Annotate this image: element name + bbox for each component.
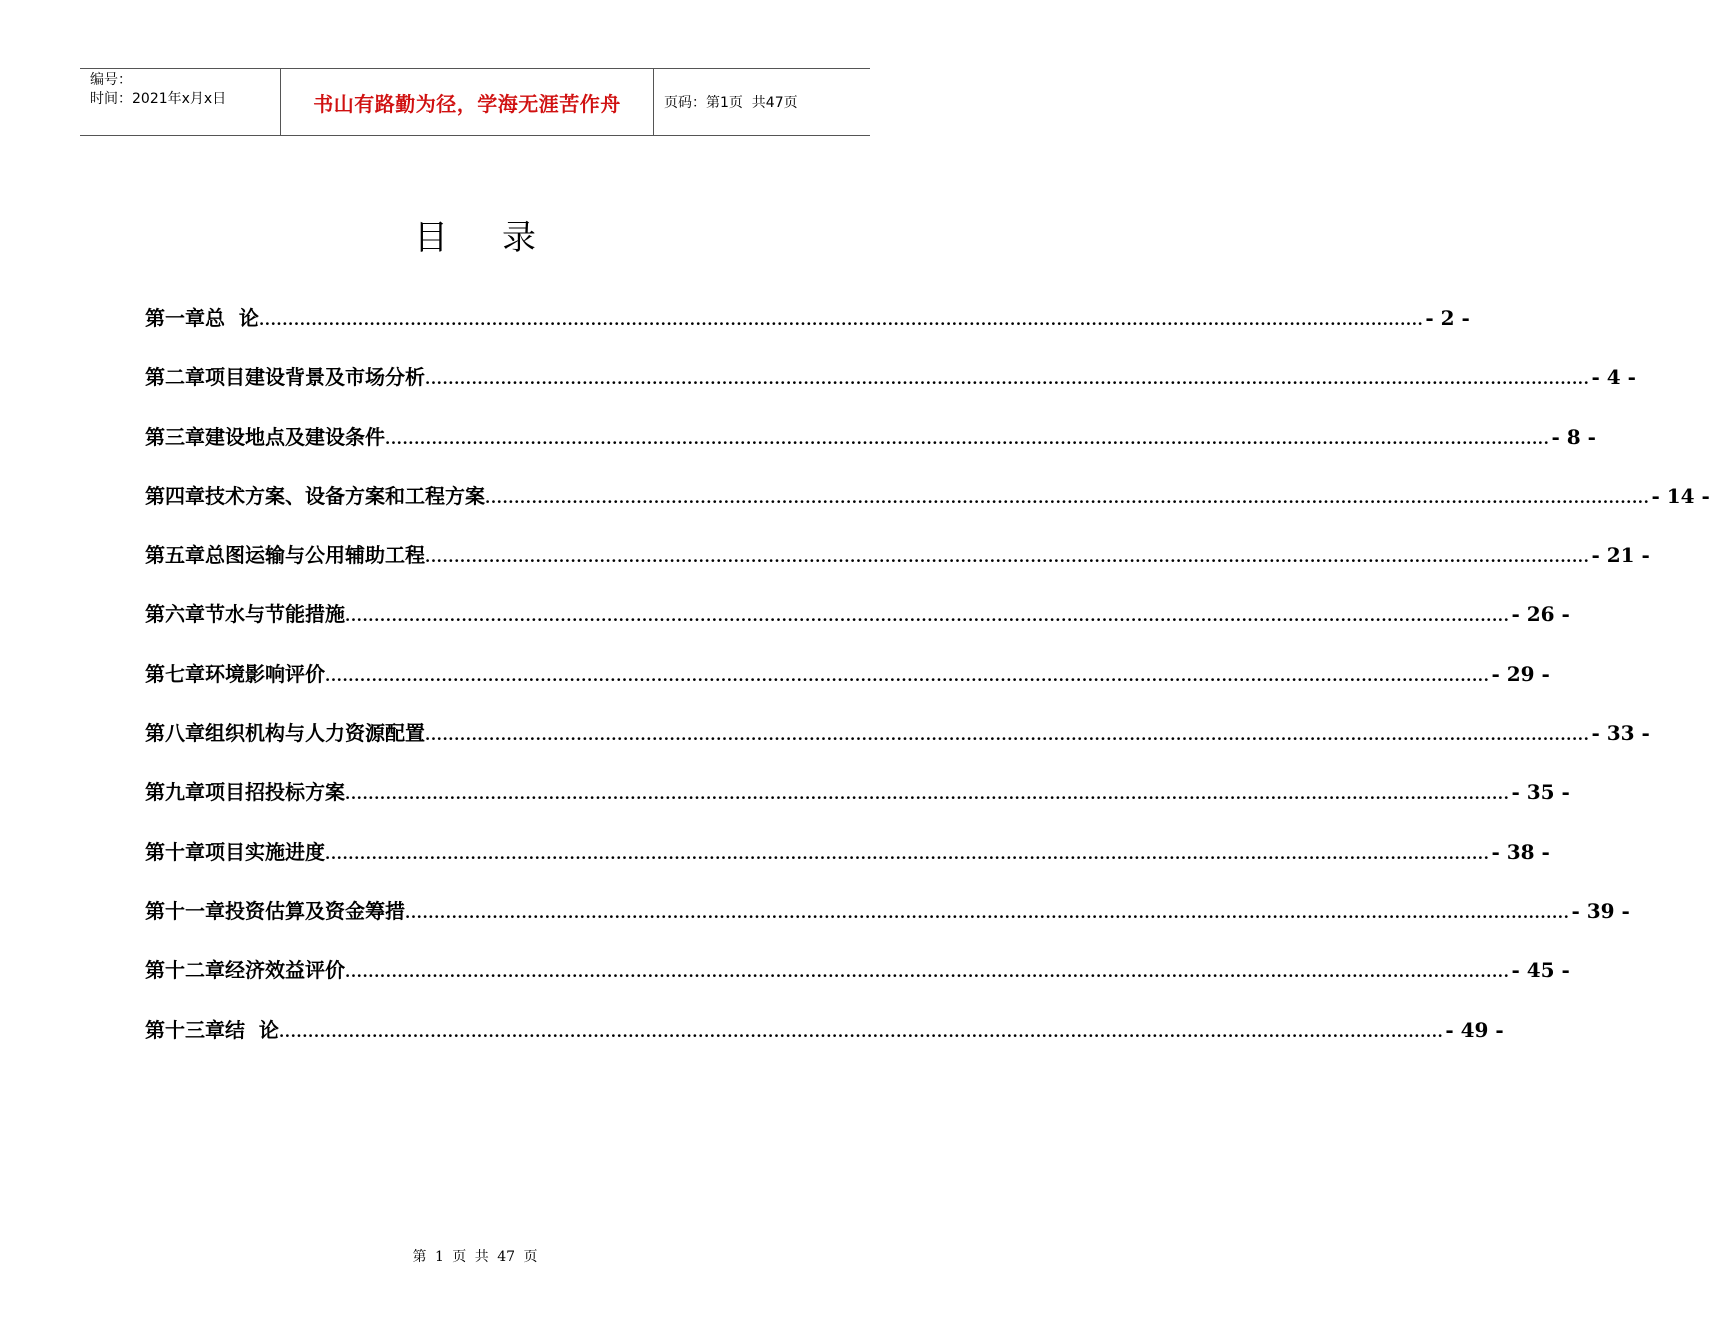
toc-dot-leader: ........................................................................................................................................................................................................ — [345, 785, 1510, 804]
toc-chapter-number: 第三章 — [145, 424, 205, 449]
toc-entry[interactable] — [145, 774, 1570, 833]
toc-dot-leader: ........................................................................................................................................................................................................ — [425, 370, 1590, 389]
toc-page-number: - 21 - — [1591, 543, 1650, 568]
toc-chapter-title: 组织机构与人力资源配置 — [205, 721, 425, 746]
toc-dot-leader: ........................................................................................................................................................................................................ — [425, 726, 1590, 745]
toc-chapter-title: 项目实施进度 — [205, 839, 325, 864]
code-label: 编号： — [90, 72, 132, 88]
toc-chapter-number: 第五章 — [145, 543, 205, 568]
toc-page-number: - 49 - — [1445, 1017, 1504, 1042]
toc-chapter-title: 经济效益评价 — [225, 958, 345, 983]
page-footer: 第 1 页 共 47 页 — [412, 1249, 538, 1265]
header-left-cell — [80, 69, 281, 135]
toc-chapter-title: 环境影响评价 — [205, 661, 325, 686]
toc-chapter-number: 第八章 — [145, 721, 205, 746]
toc-page-number: - 14 - — [1651, 483, 1710, 508]
header-page-info: 页码：第1页 共47页 — [664, 95, 798, 111]
toc-chapter-title: 总图运输与公用辅助工程 — [205, 543, 425, 568]
toc-chapter-number: 第四章 — [145, 483, 205, 508]
toc-page-number: - 4 - — [1591, 365, 1636, 390]
toc-page-number: - 26 - — [1511, 602, 1570, 627]
toc-entry[interactable] — [145, 834, 1550, 893]
toc-page-number: - 29 - — [1491, 661, 1550, 686]
header-page-info-cell — [654, 69, 870, 135]
toc-entry[interactable] — [145, 596, 1570, 655]
toc-page-number: - 38 - — [1491, 839, 1550, 864]
toc-chapter-title: 投资估算及资金筹措 — [225, 898, 405, 923]
toc-chapter-number: 第十一章 — [145, 898, 225, 923]
toc-chapter-title: 技术方案、设备方案和工程方案 — [205, 483, 485, 508]
toc-entry[interactable] — [145, 656, 1550, 715]
toc-dot-leader: ........................................................................................................................................................................................................ — [405, 903, 1570, 922]
toc-title-char-2: 录 — [502, 218, 536, 258]
toc-entry[interactable] — [145, 1012, 1504, 1071]
toc-chapter-title: 结 论 — [225, 1017, 279, 1042]
toc-title-char-1: 目 — [414, 218, 448, 258]
toc-entry[interactable] — [145, 478, 1710, 537]
toc-chapter-number: 第二章 — [145, 365, 205, 390]
toc-dot-leader: ........................................................................................................................................................................................................ — [278, 1022, 1444, 1041]
toc-title — [0, 210, 950, 259]
toc-chapter-number: 第一章 — [145, 306, 205, 330]
toc-chapter-number: 第十章 — [145, 839, 205, 864]
toc-entry[interactable] — [145, 952, 1570, 1011]
toc-dot-leader: ........................................................................................................................................................................................................ — [258, 311, 1424, 329]
toc-dot-leader: ........................................................................................................................................................................................................ — [325, 666, 1490, 685]
table-of-contents — [145, 300, 1710, 1071]
toc-page-number: - 39 - — [1571, 898, 1630, 923]
time-label: 时间：2021年x月x日 — [90, 91, 227, 107]
toc-dot-leader: ........................................................................................................................................................................................................ — [325, 844, 1490, 863]
toc-chapter-number: 第九章 — [145, 780, 205, 805]
toc-entry[interactable] — [145, 715, 1650, 774]
toc-entry[interactable] — [145, 359, 1636, 418]
toc-chapter-title: 项目建设背景及市场分析 — [205, 365, 425, 390]
toc-dot-leader: ........................................................................................................................................................................................................ — [385, 429, 1550, 448]
toc-entry[interactable] — [145, 893, 1630, 952]
toc-page-number: - 2 - — [1425, 306, 1470, 330]
toc-chapter-number: 第十三章 — [145, 1017, 225, 1042]
toc-page-number: - 35 - — [1511, 780, 1570, 805]
toc-page-number: - 45 - — [1511, 958, 1570, 983]
toc-chapter-number: 第六章 — [145, 602, 205, 627]
toc-page-number: - 8 - — [1551, 424, 1596, 449]
toc-chapter-number: 第十二章 — [145, 958, 225, 983]
toc-dot-leader: ........................................................................................................................................................................................................ — [345, 963, 1510, 982]
page-header — [80, 68, 870, 136]
toc-page-number: - 33 - — [1591, 721, 1650, 746]
toc-entry[interactable] — [145, 300, 1470, 359]
toc-chapter-title: 总 论 — [205, 306, 259, 330]
header-motto: 书山有路勤为径，学海无涯苦作舟 — [281, 69, 654, 135]
toc-chapter-title: 建设地点及建设条件 — [205, 424, 385, 449]
toc-chapter-title: 节水与节能措施 — [205, 602, 345, 627]
toc-dot-leader: ........................................................................................................................................................................................................ — [425, 548, 1590, 567]
toc-chapter-title: 项目招投标方案 — [205, 780, 345, 805]
toc-chapter-number: 第七章 — [145, 661, 205, 686]
toc-dot-leader: ........................................................................................................................................................................................................ — [485, 488, 1650, 507]
toc-entry[interactable] — [145, 419, 1596, 478]
toc-dot-leader: ........................................................................................................................................................................................................ — [345, 607, 1510, 626]
toc-entry[interactable] — [145, 537, 1650, 596]
